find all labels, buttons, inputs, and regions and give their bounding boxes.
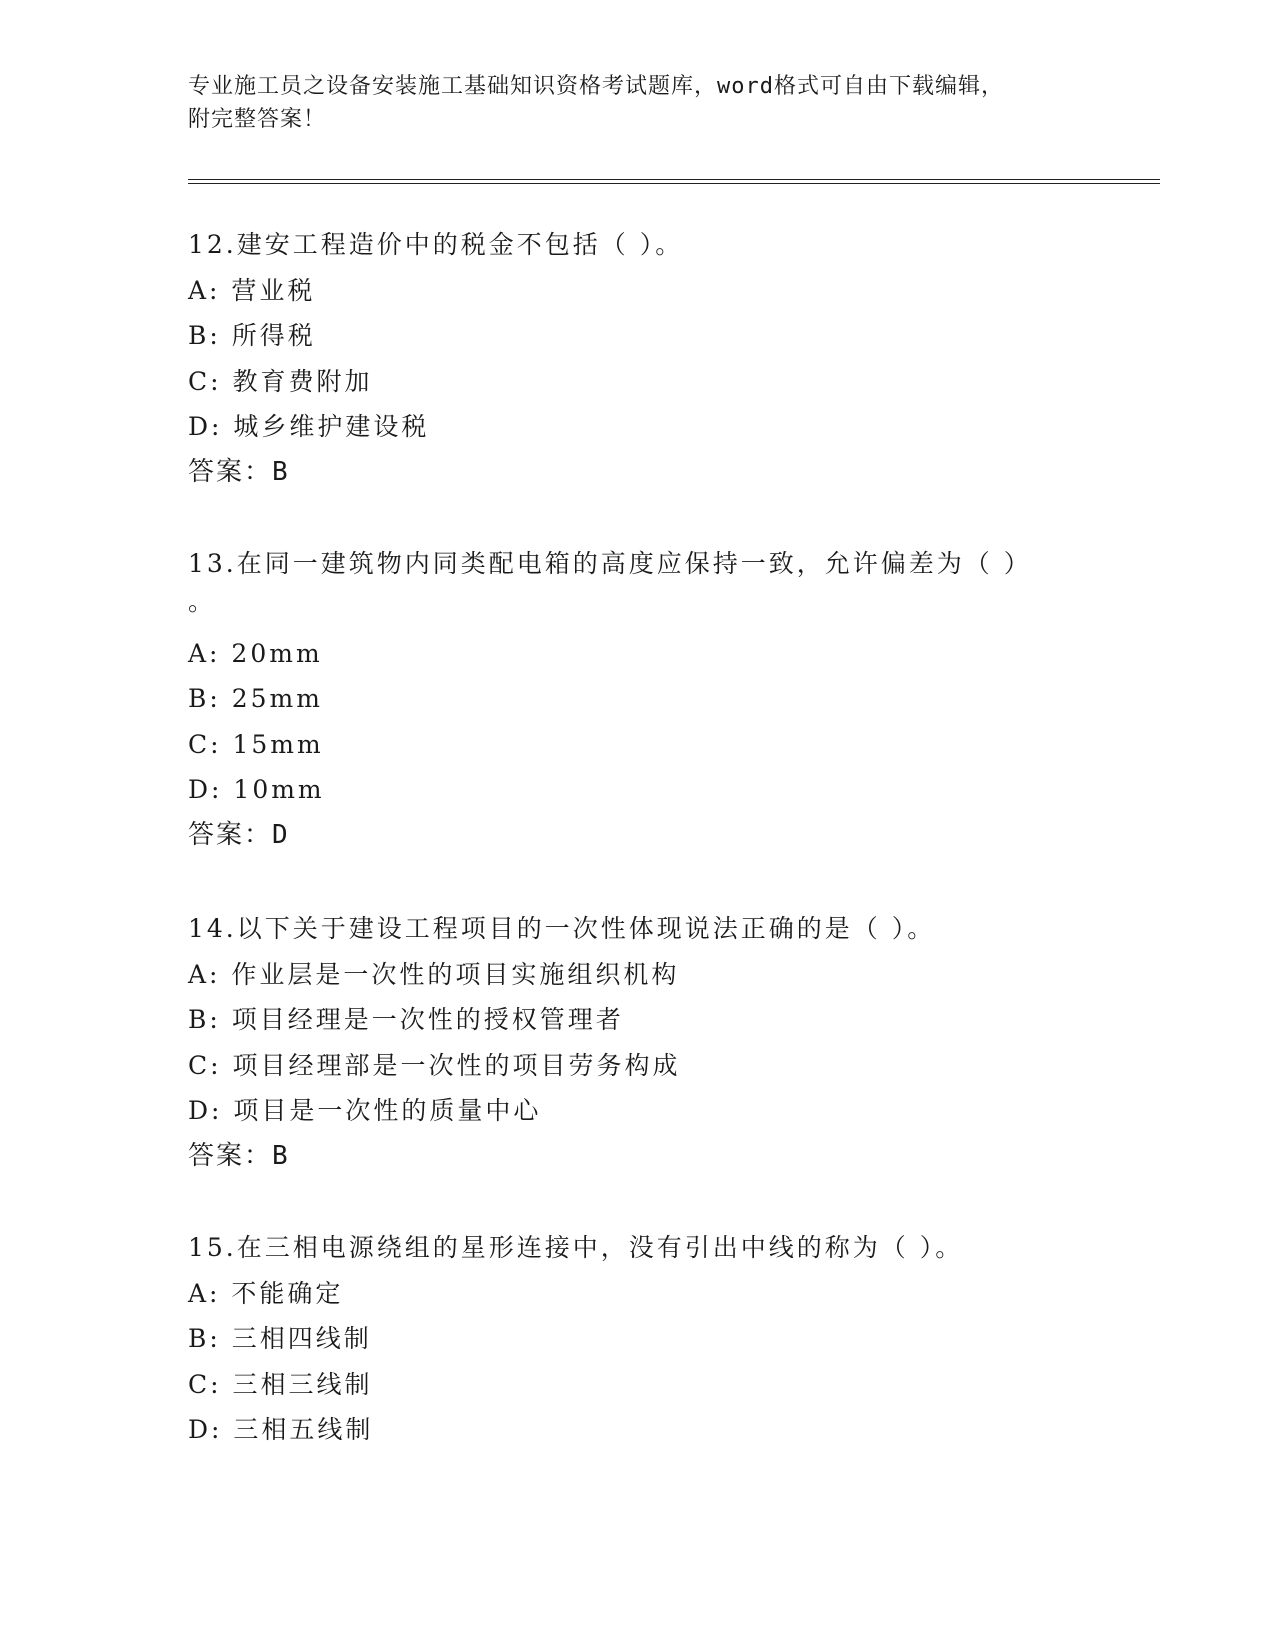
option-b: B: 三相四线制 xyxy=(188,1324,372,1353)
header-divider xyxy=(188,179,1160,184)
option-d: D: 项目是一次性的质量中心 xyxy=(188,1096,542,1125)
option-c: C: 15mm xyxy=(188,729,324,759)
header-line-2: 附完整答案！ xyxy=(188,107,327,132)
option-a: A: 不能确定 xyxy=(188,1278,344,1308)
answer: 答案：B xyxy=(188,1140,290,1171)
option-c: C: 项目经理部是一次性的项目劳务构成 xyxy=(188,1050,681,1080)
option-c: C: 三相三线制 xyxy=(188,1369,373,1399)
option-d: D: 三相五线制 xyxy=(188,1415,374,1444)
option-b: B: 所得税 xyxy=(188,321,316,350)
question-13 xyxy=(188,541,1088,858)
question-12 xyxy=(188,222,1088,495)
option-b: B: 25mm xyxy=(188,684,323,713)
option-d: D: 10mm xyxy=(188,775,325,804)
option-a: A: 作业层是一次性的项目实施组织机构 xyxy=(188,959,680,989)
option-d: D: 城乡维护建设税 xyxy=(188,412,430,441)
question-15 xyxy=(188,1225,1088,1453)
option-c: C: 教育费附加 xyxy=(188,366,373,396)
question-stem: 12.建安工程造价中的税金不包括（ ）。 xyxy=(188,230,684,259)
question-stem: 13.在同一建筑物内同类配电箱的高度应保持一致，允许偏差为（ ） xyxy=(188,549,1032,578)
question-14 xyxy=(188,906,1088,1179)
answer: 答案：D xyxy=(188,819,290,850)
document-header xyxy=(188,70,1068,136)
option-b: B: 项目经理是一次性的授权管理者 xyxy=(188,1005,624,1034)
question-stem: 14.以下关于建设工程项目的一次性体现说法正确的是（ ）。 xyxy=(188,914,936,943)
header-line-1: 专业施工员之设备安装施工基础知识资格考试题库，word格式可自由下载编辑， xyxy=(188,74,1004,99)
option-a: A: 营业税 xyxy=(188,275,316,305)
question-stem-continuation: 。 xyxy=(188,586,217,616)
answer: 答案：B xyxy=(188,456,290,487)
question-stem: 15.在三相电源绕组的星形连接中，没有引出中线的称为（ ）。 xyxy=(188,1233,964,1262)
option-a: A: 20mm xyxy=(188,638,323,668)
